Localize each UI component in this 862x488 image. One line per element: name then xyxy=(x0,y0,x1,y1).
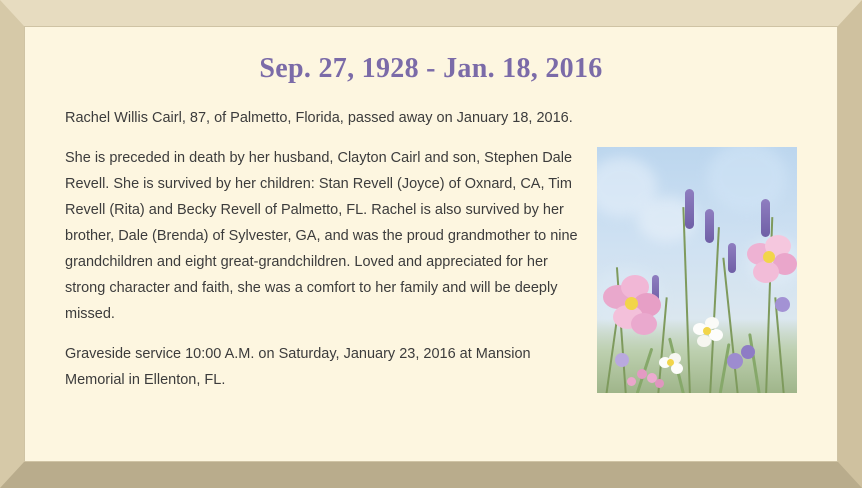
card-content xyxy=(25,27,837,461)
text-and-photo-flow xyxy=(65,145,797,393)
page-title: Sep. 27, 1928 - Jan. 18, 2016 xyxy=(259,53,603,84)
obituary-paragraph: She is preceded in death by her husband, Clayton Cairl and son, Stephen Dale Revell. She is survived by her children: Stan Revell (Joyce) of Oxnard, CA, Tim Revell (Rita) and Becky Revell of Palmetto, FL. Rachel is also survived by her brother, Dale (Brenda) of Sylvester, GA, and was the proud grandmother to nine grandchildren and eight great-grandchildren. Loved and appreciated for her strong character and faith, she was a comfort to her family and will be deeply missed. xyxy=(65,150,578,322)
obituary-body xyxy=(65,105,797,393)
lead-paragraph: Rachel Willis Cairl, 87, of Palmetto, Florida, passed away on January 18, 2016. xyxy=(65,110,573,126)
wildflowers-photo xyxy=(597,147,797,393)
service-paragraph: Graveside service 10:00 A.M. on Saturday, January 23, 2016 at Mansion Memorial in Ellenton, FL. xyxy=(65,346,531,388)
